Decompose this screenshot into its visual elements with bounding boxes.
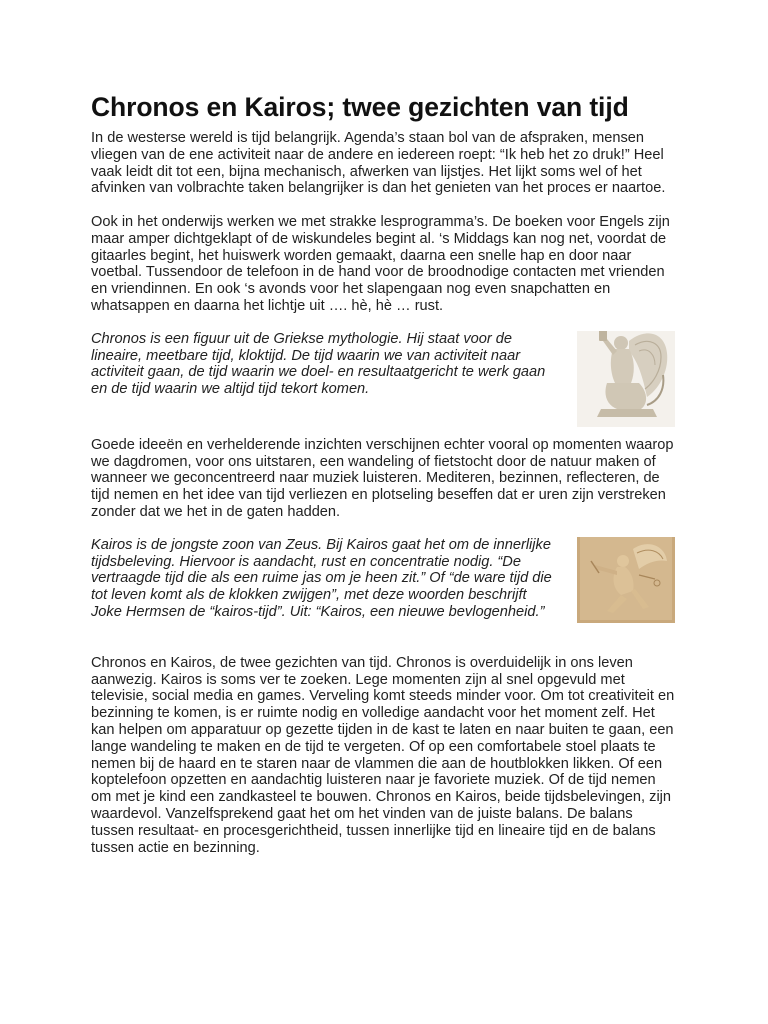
chronos-statue-image <box>577 331 675 427</box>
paragraph-ideas: Goede ideeën en verhelderende inzichten verschijnen echter vooral op momenten waarop we dagdromen, voor ons uitstaren, een wandeling of fietstocht door de natuur maken of wanneer we geconcentreerd naar muziek luisteren. Mediteren, bezinnen, reflecteren, de tijd nemen en het idee van tijd verliezen en plotseling beseffen dat er uren zijn verstreken zonder dat we het in de gaten hadden. <box>91 436 674 520</box>
chronos-quote-block <box>91 331 675 435</box>
kairos-relief-image <box>577 537 675 623</box>
paragraph-conclusion: Chronos en Kairos, de twee gezichten van tijd. Chronos is overduidelijk in ons leven aanwezig. Kairos is soms ver te zoeken. Lege momenten zijn al snel opgevuld met televisie, social media en games. Verveling komt steeds minder voor. Om tot creativiteit en bezinning te komen, is er ruimte nodig en volledige aandacht voor het moment zelf. Het kan helpen om apparatuur op gezette tijden in de kast te laten en naar buiten te gaan, een lange wandeling te maken en de tijd te vergeten. Of op een comfortabele stoel plaats te nemen bij de haard en te staren naar de vlammen die aan de houtblokken likken. Of een koptelefoon opzetten en aandachtig luisteren naar je favoriete muziek. Of de tijd nemen om met je kind een zandkasteel te bouwen. Chronos en Kairos, beide tijdsbelevingen, zijn waardevol. Vanzelfsprekend gaat het om het vinden van de juiste balans. De balans tussen resultaat- en procesgerichtheid, tussen innerlijke tijd en lineaire tijd en de balans tussen actie en bezinning. <box>91 654 675 856</box>
paragraph-intro: In de westerse wereld is tijd belangrijk. Agenda’s staan bol van de afspraken, mensen vliegen van de ene activiteit naar de andere en iedereen roept: “Ik heb het zo druk!” Heel vaak leidt dit tot een, bijna mechanisch, afwerken van lijstjes. Het lijkt soms wel of het afvinken van volbrachte taken belangrijker is dan het genieten van het proces er naartoe. <box>91 130 666 197</box>
chronos-quote: Chronos is een figuur uit de Griekse mythologie. Hij staat voor de lineaire, meetbare tijd, kloktijd. De tijd waarin we van activiteit naar activiteit gaan, de tijd waarin we doel- en resultaatgericht te werk gaan en de tijd waarin we altijd tijd tekort komen. <box>91 330 546 398</box>
kairos-quote: Kairos is de jongste zoon van Zeus. Bij Kairos gaat het om de innerlijke tijdsbeleving. Hiervoor is aandacht, rust en concentratie nodig. “De vertraagde tijd die als een ruime jas om je heen zit.” Of “de ware tijd die tot leven komt als de klokken zwijgen”, met deze woorden beschrijft Joke Hermsen de “kairos-tijd”. Uit: “Kairos, een nieuwe bevlogenheid.” <box>91 536 552 620</box>
document-page <box>91 90 675 856</box>
kairos-quote-block <box>91 537 675 639</box>
paragraph-education: Ook in het onderwijs werken we met strakke lesprogramma’s. De boeken voor Engels zijn maar amper dichtgeklapt of de wiskundeles begint al. ‘s Middags kan nog net, voordat de gitaarles begint, het huiswerk worden gemaakt, daarna een snelle hap en door naar voetbal. Tussendoor de telefoon in de hand voor de broodnodige contacten met vrienden en vriendinnen. En ook ‘s avonds voor het slapengaan nog even snapchatten en whatsappen en daarna het lichtje uit …. hè, hè … rust. <box>91 213 670 314</box>
page-title: Chronos en Kairos; twee gezichten van tijd <box>91 92 629 122</box>
